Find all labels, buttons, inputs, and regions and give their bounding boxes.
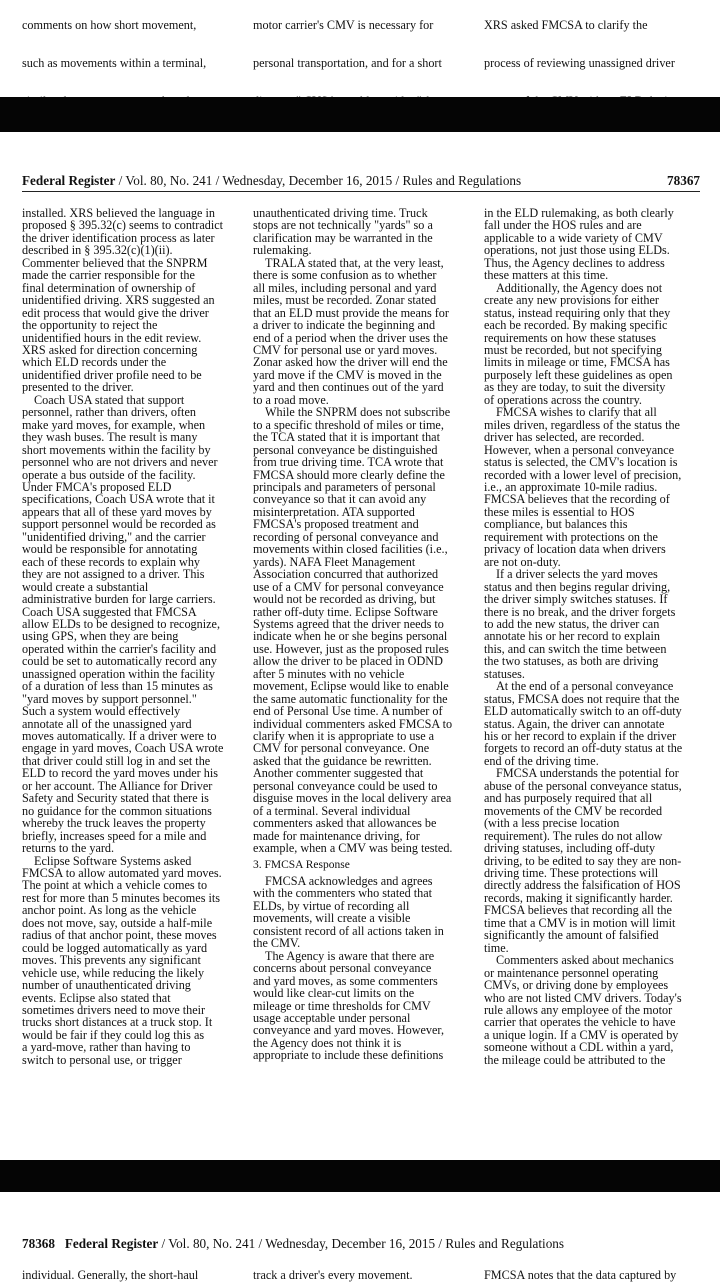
text-line: this, and can switch the time between [484, 641, 667, 656]
text-line: edit process that would give the driver [22, 305, 209, 320]
text-line: stops are not technically "yards" so a [253, 218, 433, 233]
text-line: administrative burden for large carriers. [22, 592, 216, 607]
text-line: there is some confusion as to whether [253, 268, 437, 283]
text-line: to add the new status, the driver can [484, 616, 660, 631]
text-line: someone without a CDL within a yard, [484, 1040, 674, 1055]
text-line: these matters at this time. [484, 268, 609, 283]
text-line: status is selected, the CMV's location is [484, 455, 678, 470]
text-line: driving statuses, including off-duty [484, 841, 656, 856]
text-line: individual commenters asked FMCSA to [253, 716, 453, 731]
text-line: in the ELD rulemaking, as both clearly [484, 206, 674, 220]
text-line: annotate his or her record to explain [484, 629, 660, 644]
text-line: significantly the amount of falsified [484, 928, 659, 943]
next-fragment-col1: individual. Generally, the short-haul [22, 1268, 199, 1282]
text-line: would like clear-cut limits on the [253, 986, 415, 1001]
text-line: operations, not just those using ELDs. [484, 243, 670, 258]
text-line: movements of the CMV be recorded [484, 803, 663, 818]
text-line: the driver simply switches statuses. If [484, 592, 668, 607]
journal-name: Federal Register [22, 173, 116, 188]
text-line: appears that all of these yard moves by [22, 504, 212, 519]
text-line: made for maintenance driving, for [253, 828, 420, 843]
text-line: At the end of a personal conveyance [496, 679, 674, 694]
next-fragment-col2: track a driver's every movement. [253, 1268, 413, 1282]
text-line: final determination of ownership of [22, 280, 196, 295]
text-line: disguise moves in the local delivery area [253, 791, 452, 806]
text-line: or her account. The Alliance for Driver [22, 778, 213, 793]
text-line: limits in mileage or time, FMCSA has [484, 355, 670, 370]
text-line: operated within the carrier's facility and [22, 641, 217, 656]
text-line: driving time. These protections will [484, 866, 659, 881]
text-line: returns to the yard. [22, 841, 115, 856]
text-line: commenters asked that allowances be [253, 816, 437, 831]
section: Rules and Regulations [402, 173, 522, 188]
text-line: FMCSA wishes to clarify that all [496, 405, 657, 420]
text-line: use of a CMV for personal conveyance [253, 579, 444, 594]
text-line: Additionally, the Agency does not [496, 280, 663, 295]
section-heading: 3. FMCSA Response [253, 858, 350, 871]
text-line: use. However, just as the proposed rules [253, 641, 449, 656]
page-header: Federal Register / Vol. 80, No. 241 / Wednesday, December 16, 2015 / Rules and Regulations 78367 [22, 173, 700, 192]
text-line: movements, will create a visible [253, 911, 411, 926]
text-line: the Agency does not think it is [253, 1035, 402, 1050]
text-line: consistent record of all actions taken in [253, 923, 444, 938]
text-line: Such a system would effectively [22, 704, 181, 719]
text-line: FMCSA understands the potential for [496, 766, 679, 781]
text-line: they are not assigned to a driver. This [22, 567, 205, 582]
text-line: switch to personal use, or trigger [22, 1052, 182, 1067]
text-line: whereby the truck leaves the property [22, 816, 206, 831]
text-line: purposely left these guidelines as open [484, 367, 673, 382]
text-line: are not on-duty. [484, 554, 561, 569]
text-line: no guidance for the common situations [22, 803, 212, 818]
text-line: FMCSA should more clearly define the [253, 467, 445, 482]
text-line: asked that the guidance be rewritten. [253, 753, 432, 768]
text-line: ELD automatically switch to an off-duty [484, 704, 682, 719]
text-line: If a driver selects the yard moves [496, 567, 658, 582]
text-line: statuses. [484, 666, 525, 681]
fragment-col3: XRS asked FMCSA to clarify the process of reviewing unassigned driver [484, 18, 675, 70]
text-line: rule allows any employee of the motor [484, 1003, 673, 1017]
text-line: Association concurred that authorized [253, 567, 439, 582]
text-line: The Agency is aware that there are [265, 948, 435, 963]
text-line: with the commenters who stated that [253, 886, 433, 901]
next-fragment-col3: FMCSA notes that the data captured by [484, 1268, 677, 1282]
text-line: TRALA stated that, at the very least, [265, 255, 444, 270]
text-line: unassigned operation within the facility [22, 666, 215, 681]
text-line: i.e., an approximate 10-mile radius. [484, 479, 658, 494]
text-line: Commenter believed that the SNPRM [22, 255, 208, 270]
fragment-col2: motor carrier's CMV is necessary for personal transportation, and for a short [253, 18, 442, 70]
text-line: "yard moves by support personnel." [22, 691, 197, 706]
text-line: that driver could still log in and set the [22, 753, 211, 768]
text-line: abuse of the personal conveyance status, [484, 778, 682, 793]
text-line: Eclipse Software Systems asked [34, 853, 192, 868]
text-line: time. [484, 940, 509, 955]
text-line: conveyance so that it can avoid any [253, 492, 427, 507]
text-line: directly address the falsification of HOS [484, 878, 681, 893]
text-line: XRS asked for direction concerning [22, 342, 198, 357]
text-line: unidentified driver profile need to be [22, 367, 202, 382]
text-line: personnel who are not drivers and never [22, 455, 218, 470]
text-line: miles, must be recorded. Zonar stated [253, 293, 437, 308]
text-line: personal conveyance could be used to [253, 778, 438, 793]
text-line: who are not listed CMV drivers. Today's [484, 990, 682, 1005]
text-line: ELD to record the yard moves under his [22, 766, 218, 781]
text-line: records, making it significantly harder. [484, 890, 673, 905]
text-line: The point at which a vehicle comes to [22, 878, 208, 893]
text-line: unidentified hours in the edit review. [22, 330, 202, 345]
text-line: after 5 minutes with no vehicle [253, 666, 405, 681]
page-number: 78367 [667, 173, 700, 188]
text-line: these miles is essential to HOS [484, 504, 635, 519]
next-page-header: 78368 Federal Register / Vol. 80, No. 241 / Wednesday, December 16, 2015 / Rules and Regulations [22, 1236, 565, 1251]
column-2 [253, 207, 469, 1097]
text-line: could be logged automatically as yard [22, 940, 208, 955]
text-line: they wash buses. The result is many [22, 430, 198, 445]
text-line: usage acceptable under personal [253, 1011, 411, 1025]
text-line: the driver identification process as later [22, 230, 215, 245]
text-line: recorded with a lower level of precision, [484, 467, 682, 482]
date: Wednesday, December 16, 2015 [222, 173, 393, 188]
text-line: installed. XRS believed the language in [22, 206, 215, 220]
text-line: example, when a CMV was being tested. [253, 841, 453, 856]
text-line: a driver to indicate the beginning and [253, 318, 436, 333]
text-line: to a road move. [253, 392, 329, 407]
text-line: clarification may be warranted in the [253, 230, 433, 245]
text-line: applicable to a wide variety of CMV [484, 230, 663, 245]
text-line: misinterpretation. ATA supported [253, 504, 415, 519]
text-line: recording of personal conveyance and [253, 529, 439, 544]
text-line: which ELD records under the [22, 355, 167, 370]
text-line: the mileage could be attributed to the [484, 1052, 666, 1067]
text-line: requirements on how these statuses [484, 330, 656, 345]
next-page-number: 78368 [22, 1236, 55, 1251]
text-line: a unique login. If a CMV is operated by [484, 1027, 679, 1042]
text-line: Coach USA stated that support [34, 392, 185, 407]
text-line: made the carrier responsible for the [22, 268, 195, 283]
text-line: sometimes drivers need to move their [22, 1003, 206, 1017]
text-line: Systems agreed that the driver needs to [253, 616, 444, 631]
text-line: conveyance and yard moves. However, [253, 1023, 445, 1038]
volume: Vol. 80, No. 241 [125, 173, 213, 188]
text-line: end of the driving time. [484, 753, 599, 768]
text-line: ELDs, by virtue of recording all [253, 898, 410, 913]
text-line: FMCSA acknowledges and agrees [265, 874, 433, 889]
text-line: privacy of location data when drivers [484, 542, 666, 557]
text-line: and has purposely required that all [484, 791, 653, 806]
text-line: FMCSA to allow automated yard moves. [22, 866, 222, 881]
text-line: does not move, say, outside a half-mile [22, 915, 213, 930]
text-line: each of these records to explain why [22, 554, 201, 569]
text-line: make yard moves, for example, when [22, 417, 206, 432]
text-line: yard and then continues out of the yard [253, 380, 444, 395]
text-line: status, instead requiring only that they [484, 305, 671, 320]
text-line: create any new provisions for either [484, 293, 659, 308]
text-line: radius of that anchor point, these moves [22, 928, 217, 943]
text-line: must be recorded, but not specifying [484, 342, 663, 357]
text-line: allow ELDs to be designed to recognize, [22, 616, 220, 631]
text-line: rest for more than 5 minutes becomes its [22, 890, 220, 905]
next-journal-name: Federal Register [64, 1236, 159, 1251]
text-line: events. Eclipse also stated that [22, 990, 171, 1005]
page-gap-top [0, 97, 720, 132]
text-line: status and then begins regular driving, [484, 579, 671, 594]
text-line: presented to the driver. [22, 380, 134, 395]
text-line: there is no break, and the driver forgets [484, 604, 676, 619]
text-line: requirement with protections on the [484, 529, 658, 544]
text-line: from true driving time. TCA wrote that [253, 455, 444, 470]
text-line: unauthenticated driving time. Truck [253, 206, 428, 220]
text-line: the CMV. [253, 936, 301, 951]
text-line: the two statuses, as both are driving [484, 654, 659, 669]
text-line: number of unauthenticated driving [22, 978, 191, 993]
text-line: "unidentified driving," and the carrier [22, 529, 206, 544]
text-line: end of a period when the driver uses the [253, 330, 448, 345]
text-line: carrier that operates the vehicle to have [484, 1015, 676, 1030]
text-line: unidentified driving. XRS suggested an [22, 293, 215, 308]
text-line: could be set to automatically record any [22, 654, 217, 669]
text-line: clarify when it is appropriate to use a [253, 729, 435, 744]
text-line: all miles, including personal and yard [253, 280, 437, 295]
text-line: rather off-duty time. Eclipse Software [253, 604, 438, 619]
text-line: operate a bus outside of the facility. [22, 467, 196, 482]
page-gap-bottom [0, 1160, 720, 1192]
text-line: would be responsible for annotating [22, 542, 198, 557]
text-line: Thus, the Agency declines to address [484, 255, 665, 270]
text-line: While the SNPRM does not subscribe [265, 405, 451, 420]
text-line: vehicle use, while reducing the likely [22, 965, 205, 980]
text-line: driving, to be edited to say they are non- [484, 853, 682, 868]
text-line: described in § 395.32(c)(1)(ii). [22, 243, 173, 258]
text-line: Safety and Security stated that there is [22, 791, 209, 806]
text-line: driver has selected, are recorded. [484, 430, 645, 445]
text-line: of a terminal. Several individual [253, 803, 411, 818]
body-columns [22, 207, 700, 1097]
text-line: yards). NAFA Fleet Management [253, 554, 416, 569]
text-line: proposed § 395.32(c) seems to contradict [22, 218, 224, 233]
text-line: as they are today, to suit the diversity [484, 380, 666, 395]
text-line: of a duration of less than 15 minutes as [22, 679, 213, 694]
text-line: yard move if the CMV is moved in the [253, 367, 442, 382]
text-line: rulemaking. [253, 243, 312, 258]
text-line: Under FMCA's proposed ELD [22, 479, 172, 494]
text-line: trucks short distances at a truck stop. It [22, 1015, 213, 1030]
text-line: mileage or time thresholds for CMV [253, 998, 431, 1013]
text-line: engage in yard moves, Coach USA wrote [22, 741, 224, 756]
text-line: miles driven, regardless of the status the [484, 417, 680, 432]
text-line: and yard moves, as some commenters [253, 973, 438, 988]
text-line: each be recorded. By making specific [484, 318, 668, 333]
next-page-fragment [0, 1266, 720, 1280]
text-line: time that a CMV is in motion will limit [484, 915, 676, 930]
text-line: (with a less precise location [484, 816, 620, 831]
text-line: using GPS, when they are being [22, 629, 179, 644]
text-line: Another commenter suggested that [253, 766, 424, 781]
text-line: annotate all of the unassigned yard [22, 716, 192, 731]
text-line: CMV for personal use or yard moves. [253, 342, 438, 357]
text-line: appropriate to include these definitions [253, 1048, 444, 1063]
text-line: would create a substantial [22, 579, 149, 594]
text-line: compliance, but balances this [484, 517, 628, 532]
text-line: CMV for personal conveyance. One [253, 741, 430, 756]
text-line: status. Again, the driver can annotate [484, 716, 665, 731]
text-line: end of Personal Use time. A number of [253, 704, 443, 719]
text-line: Coach USA suggested that FMCSA [22, 604, 197, 619]
text-line: his or her record to explain if the driver [484, 729, 677, 744]
text-line: allow the driver to be placed in ODND [253, 654, 443, 669]
text-line: the same automatic functionality for the [253, 691, 448, 706]
column-3 [484, 207, 700, 1097]
text-line: moves automatically. If a driver were to [22, 729, 217, 744]
text-line: would not be recorded as driving, but [253, 592, 436, 607]
text-line: the TCA stated that it is important that [253, 430, 440, 445]
text-line: FMCSA believes that recording all the [484, 903, 672, 918]
text-line: specifications, Coach USA wrote that it [22, 492, 215, 507]
text-line: personal conveyance be distinguished [253, 442, 438, 457]
text-line: FMCSA's proposed treatment and [253, 517, 419, 532]
text-line: would be fair if they could log this as [22, 1027, 205, 1042]
text-line: short movements within the facility by [22, 442, 211, 457]
text-line: support personnel would be recorded as [22, 517, 216, 532]
column-1 [22, 207, 238, 1097]
text-line: fall under the HOS rules and are [484, 218, 642, 233]
text-line: forgets to record an off-duty status at the [484, 741, 683, 756]
text-line: Zonar asked how the driver will end the [253, 355, 448, 370]
text-line: briefly, increases speed for a mile and [22, 828, 207, 843]
text-line: requirement). The rules do not allow [484, 828, 663, 843]
text-line: that an ELD must provide the means for [253, 305, 449, 320]
text-line: Commenters asked about mechanics [496, 953, 674, 968]
fragment-col1: comments on how short movement, such as movements within a terminal, [22, 18, 207, 70]
text-line: However, when a personal conveyance [484, 442, 675, 457]
text-line: concerns about personal conveyance [253, 961, 432, 976]
text-line: moves. This prevents any significant [22, 953, 201, 968]
text-line: a yard-move, rather than having to [22, 1040, 191, 1055]
text-line: personnel, rather than drivers, often [22, 405, 196, 420]
text-line: or maintenance personnel operating [484, 965, 659, 980]
text-line: of operations across the country. [484, 392, 642, 407]
text-line: indicate when he or she begins personal [253, 629, 448, 644]
text-line: anchor point. As long as the vehicle [22, 903, 197, 918]
text-line: the opportunity to reject the [22, 318, 158, 333]
text-line: FMCSA believes that the recording of [484, 492, 670, 507]
text-line: principals and parameters of personal [253, 479, 436, 494]
text-line: movement, Eclipse would like to enable [253, 679, 449, 694]
text-line: status, FMCSA does not require that the [484, 691, 680, 706]
previous-page-fragment [0, 0, 720, 70]
text-line: to a specific threshold of miles or time, [253, 417, 444, 432]
text-line: movements within closed facilities (i.e., [253, 542, 448, 557]
text-line: CMVs, or driving done by employees [484, 978, 669, 993]
